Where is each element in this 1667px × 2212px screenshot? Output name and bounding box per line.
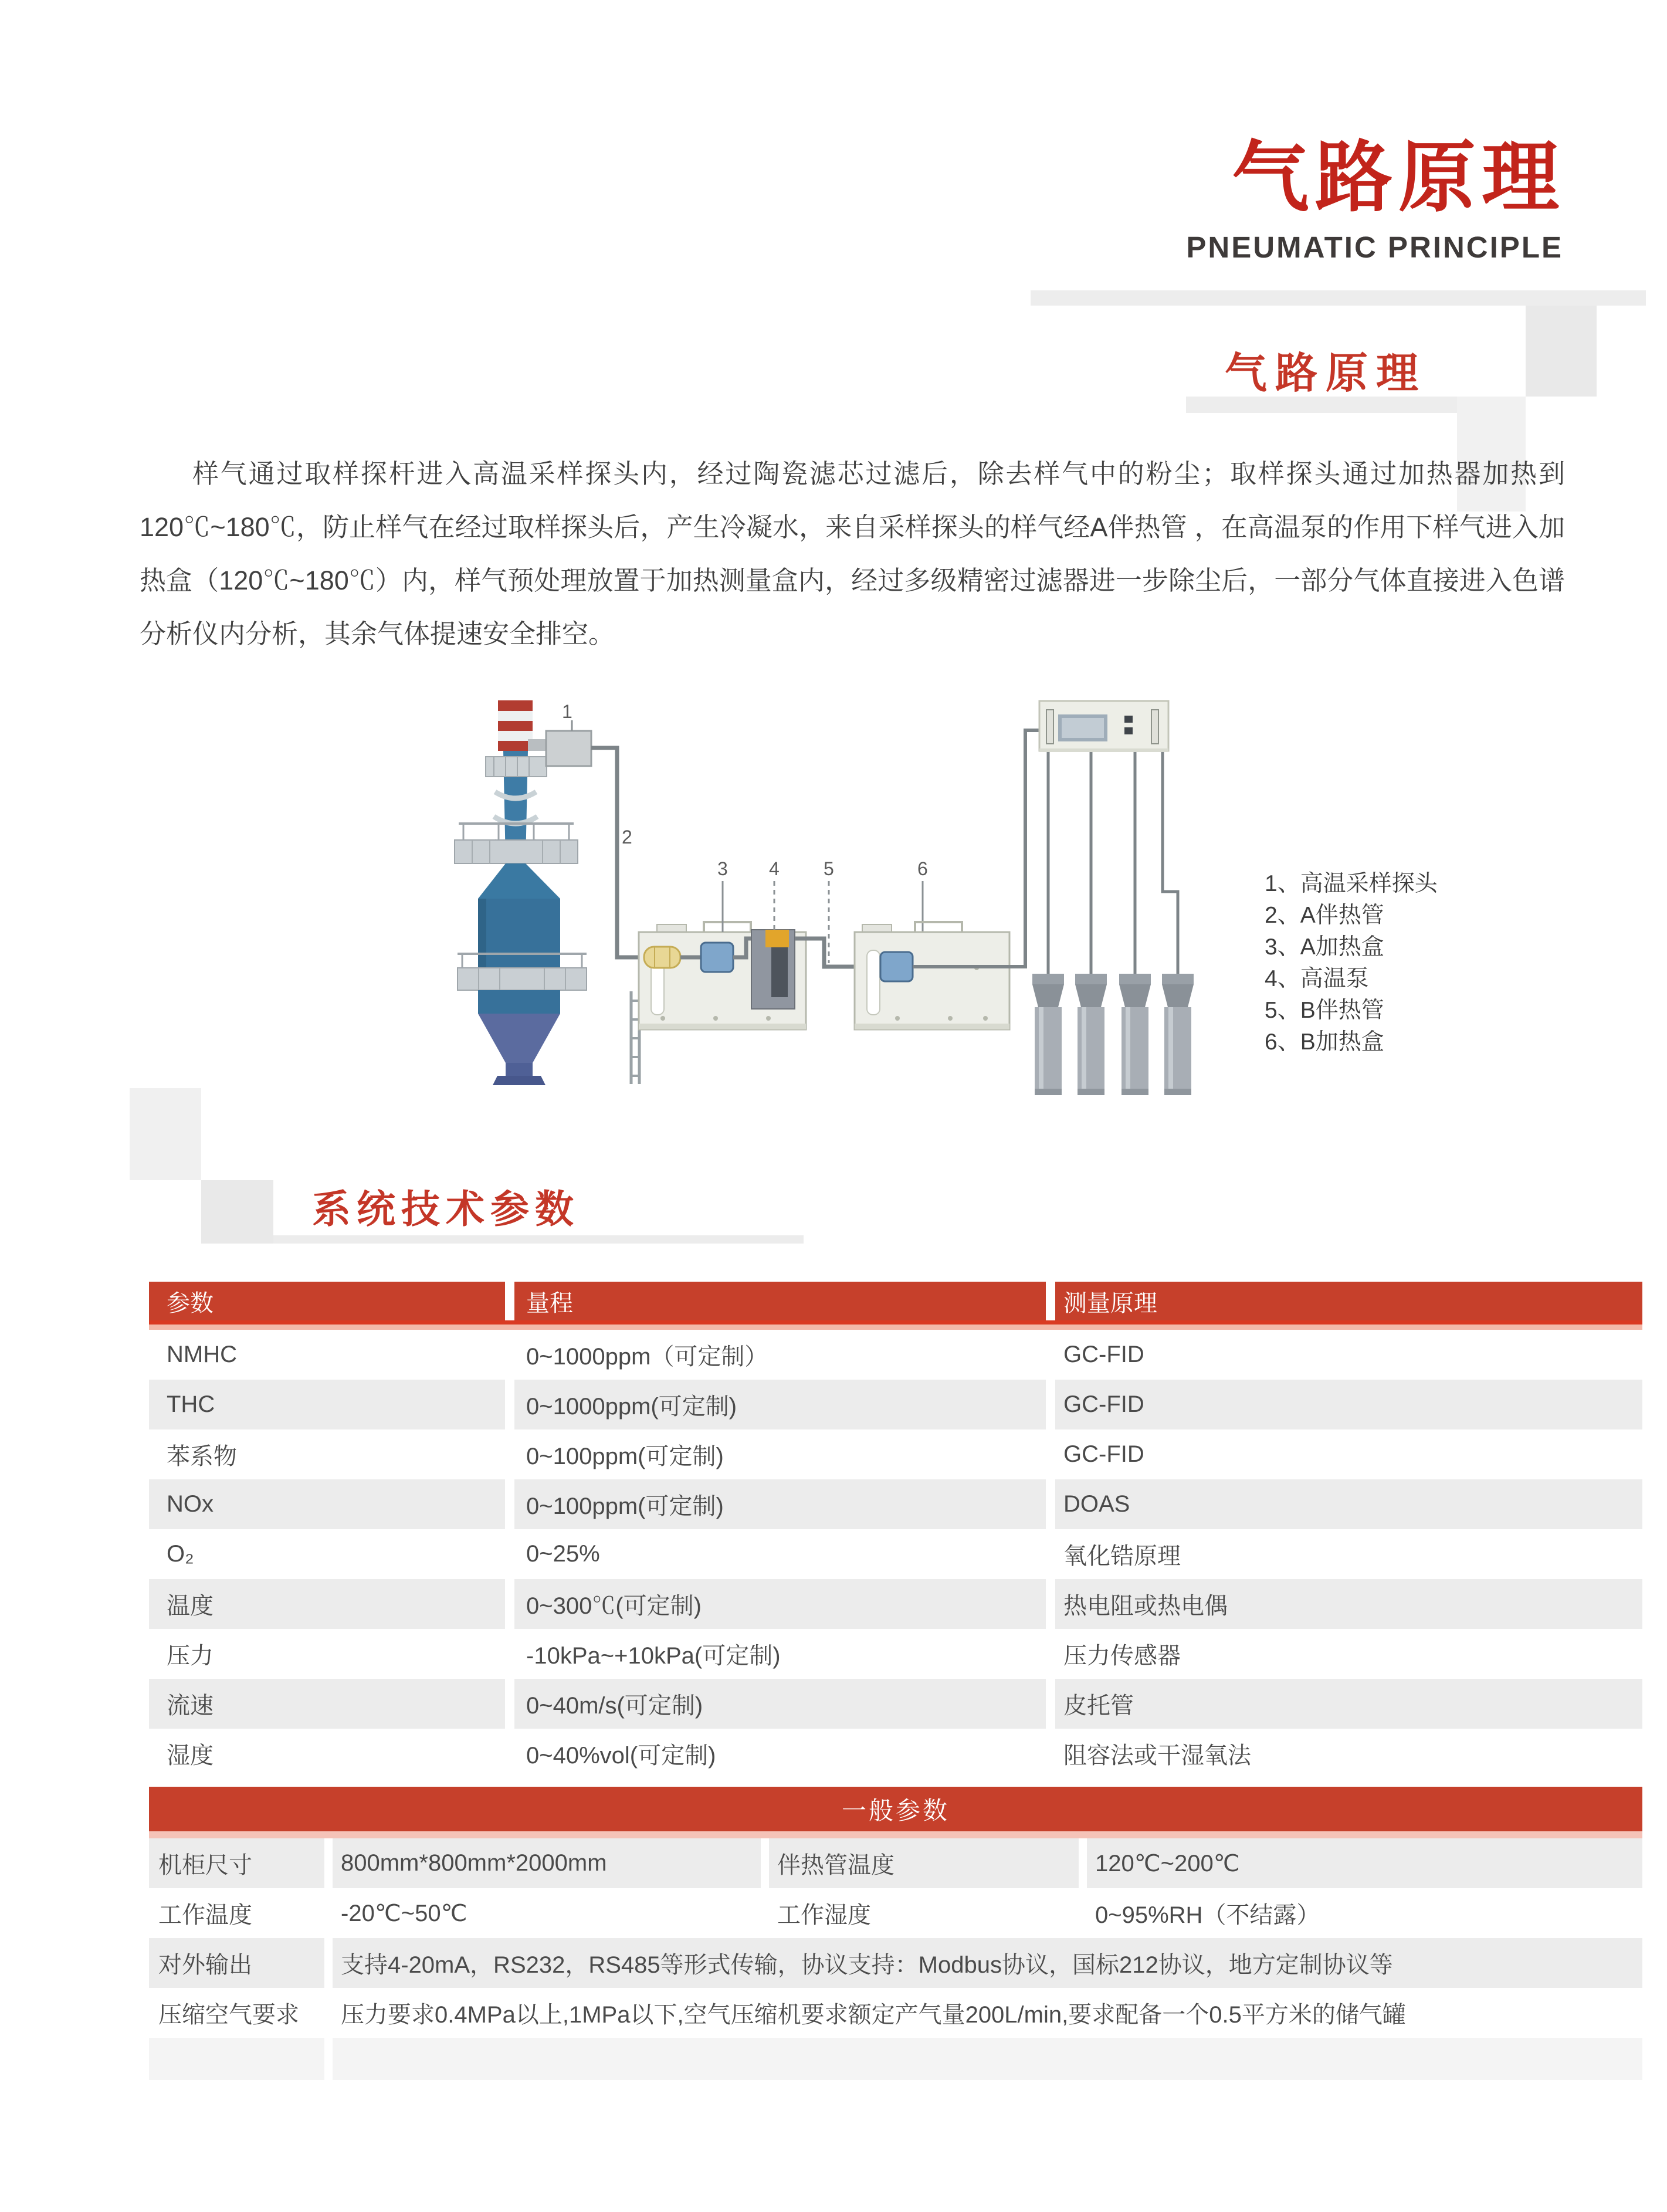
diagram-label-5: 5 bbox=[824, 858, 834, 879]
band-accent-strip bbox=[149, 1831, 1642, 1838]
cell-principle: GC-FID bbox=[1055, 1380, 1642, 1429]
legend-item: 5、B伴热管 bbox=[1265, 998, 1384, 1023]
table-header-parameter: 参数 bbox=[149, 1282, 505, 1320]
cell-value: 支持4-20mA，RS232，RS485等形式传输，协议支持：Modbus协议，国标212协议，地方定制协议等 bbox=[333, 1938, 1642, 1988]
cell-range: -10kPa~+10kPa(可定制) bbox=[526, 1643, 781, 1669]
table-header-range: 量程 bbox=[514, 1282, 1046, 1320]
general-row bbox=[149, 1838, 1642, 1888]
cell-value: 800mm*800mm*2000mm bbox=[333, 1838, 761, 1888]
cell-parameter: THC bbox=[149, 1380, 505, 1429]
table-row bbox=[149, 1429, 1642, 1479]
cell-empty bbox=[149, 2038, 324, 2080]
cell-range: 0~1000ppm(可定制) bbox=[514, 1380, 1046, 1429]
cell-label: 工作温度 bbox=[158, 1902, 252, 1928]
cell-empty bbox=[333, 2038, 1642, 2080]
legend-item: 2、A伴热管 bbox=[1265, 903, 1384, 928]
general-parameters-band: 一般参数 bbox=[149, 1787, 1642, 1831]
table-row bbox=[149, 1729, 1642, 1779]
decor-top-band bbox=[1031, 290, 1646, 306]
cell-parameter: O₂ bbox=[167, 1541, 194, 1567]
cell-parameter: 苯系物 bbox=[167, 1444, 237, 1469]
legend-item: 4、高温泵 bbox=[1265, 966, 1369, 991]
cell-principle: 皮托管 bbox=[1055, 1679, 1642, 1729]
table-header-principle: 测量原理 bbox=[1055, 1282, 1642, 1320]
cell-range: 0~25% bbox=[526, 1541, 600, 1567]
cell-principle: 热电阻或热电偶 bbox=[1055, 1579, 1642, 1629]
table-row bbox=[149, 1579, 1642, 1629]
cell-parameter: 湿度 bbox=[167, 1743, 214, 1769]
cell-parameter: 温度 bbox=[149, 1579, 505, 1629]
cell-principle: DOAS bbox=[1055, 1479, 1642, 1529]
table-row bbox=[149, 1330, 1642, 1380]
diagram-label-4: 4 bbox=[769, 858, 780, 879]
cell-value: 0~95%RH（不结露） bbox=[1095, 1902, 1320, 1928]
legend-item: 3、A加热盒 bbox=[1265, 934, 1384, 960]
table-row bbox=[149, 1529, 1642, 1579]
control-panel bbox=[1039, 701, 1168, 752]
general-row bbox=[149, 1938, 1642, 1988]
decor-left-square-1 bbox=[130, 1088, 201, 1180]
parameters-table bbox=[149, 1282, 1642, 2080]
cell-range: 0~300℃(可定制) bbox=[514, 1579, 1046, 1629]
heating-box-A bbox=[639, 922, 806, 1029]
general-row bbox=[149, 1888, 1642, 1938]
cell-label: 对外输出 bbox=[149, 1938, 324, 1988]
cell-parameter: NMHC bbox=[167, 1342, 237, 1367]
header-accent-strip-light bbox=[149, 1325, 1642, 1330]
cylinder-lines bbox=[1048, 752, 1178, 974]
cell-range: 0~40m/s(可定制) bbox=[514, 1679, 1046, 1729]
cell-value: 120℃~200℃ bbox=[1087, 1838, 1642, 1888]
cell-label: 伴热管温度 bbox=[769, 1838, 1079, 1888]
cell-range: 0~1000ppm（可定制） bbox=[526, 1344, 768, 1370]
diagram-label-2: 2 bbox=[622, 826, 632, 848]
cell-principle: GC-FID bbox=[1063, 1441, 1144, 1467]
decor-top-column-1 bbox=[1526, 306, 1597, 397]
cell-value: 压力要求0.4MPa以上,1MPa以下,空气压缩机要求额定产气量200L/min,要求配备一个0.5平方米的储气罐 bbox=[341, 2002, 1406, 2028]
heating-box-B bbox=[855, 922, 1009, 1029]
header-accent-strip bbox=[149, 1320, 1642, 1325]
diagram-legend bbox=[1265, 868, 1438, 1058]
diagram-label-3: 3 bbox=[717, 858, 728, 879]
diagram-label-1: 1 bbox=[562, 701, 572, 722]
cell-label: 机柜尺寸 bbox=[149, 1838, 324, 1888]
legend-item: 6、B加热盒 bbox=[1265, 1029, 1384, 1055]
cell-parameter: 流速 bbox=[149, 1679, 505, 1729]
cell-principle: 阻容法或干湿氧法 bbox=[1063, 1743, 1251, 1769]
general-row bbox=[149, 1988, 1642, 2038]
decor-heading-underline bbox=[273, 1235, 804, 1244]
cell-range: 0~100ppm(可定制) bbox=[514, 1479, 1046, 1529]
table-row bbox=[149, 1679, 1642, 1729]
section-heading-pneumatic: 气路原理 bbox=[1225, 350, 1427, 397]
table-header-row bbox=[149, 1282, 1642, 1320]
intro-paragraph: 样气通过取样探杆进入高温采样探头内，经过陶瓷滤芯过滤后，除去样气中的粉尘；取样探头通过加热器加热到120℃~180℃，防止样气在经过取样探头后，产生冷凝水，来自采样探头的样气经A伴热管 ，在高温泵的作用下样气进入加热盒（120℃~180℃）内，样气预处理放置于加热测量盒内，经过多级精密过滤器进一步除尘后，一部分气体直接进入色谱分析仪内分析，其余气体提速安全排空。 bbox=[140, 459, 1565, 649]
heat-traced-pipe-A bbox=[591, 748, 644, 957]
diagram-label-6: 6 bbox=[917, 858, 928, 879]
table-gap bbox=[149, 1779, 1642, 1787]
cell-range: 0~100ppm(可定制) bbox=[526, 1444, 724, 1469]
tech-parameters-heading: 系统技术参数 bbox=[312, 1187, 580, 1231]
cell-parameter: 压力 bbox=[167, 1643, 214, 1669]
cell-principle: GC-FID bbox=[1063, 1342, 1144, 1367]
general-row-empty bbox=[149, 2038, 1642, 2080]
page-title-english: PNEUMATIC PRINCIPLE bbox=[1186, 231, 1563, 264]
cell-parameter: NOx bbox=[149, 1479, 505, 1529]
cell-range: 0~40%vol(可定制) bbox=[526, 1743, 716, 1769]
cell-principle: 氧化锆原理 bbox=[1063, 1543, 1181, 1569]
cell-label: 压缩空气要求 bbox=[158, 2002, 299, 2028]
table-row bbox=[149, 1479, 1642, 1529]
legend-item: 1、高温采样探头 bbox=[1265, 871, 1438, 896]
cell-value: -20℃~50℃ bbox=[341, 1900, 467, 1926]
page-title: 气路原理 bbox=[1232, 134, 1565, 221]
pneumatic-diagram bbox=[252, 692, 1249, 1115]
cell-label: 工作湿度 bbox=[777, 1902, 871, 1928]
cell-principle: 压力传感器 bbox=[1063, 1643, 1181, 1669]
table-row bbox=[149, 1380, 1642, 1429]
table-row bbox=[149, 1629, 1642, 1679]
gas-cylinders bbox=[1032, 974, 1194, 1095]
decor-left-square-2 bbox=[201, 1180, 273, 1244]
